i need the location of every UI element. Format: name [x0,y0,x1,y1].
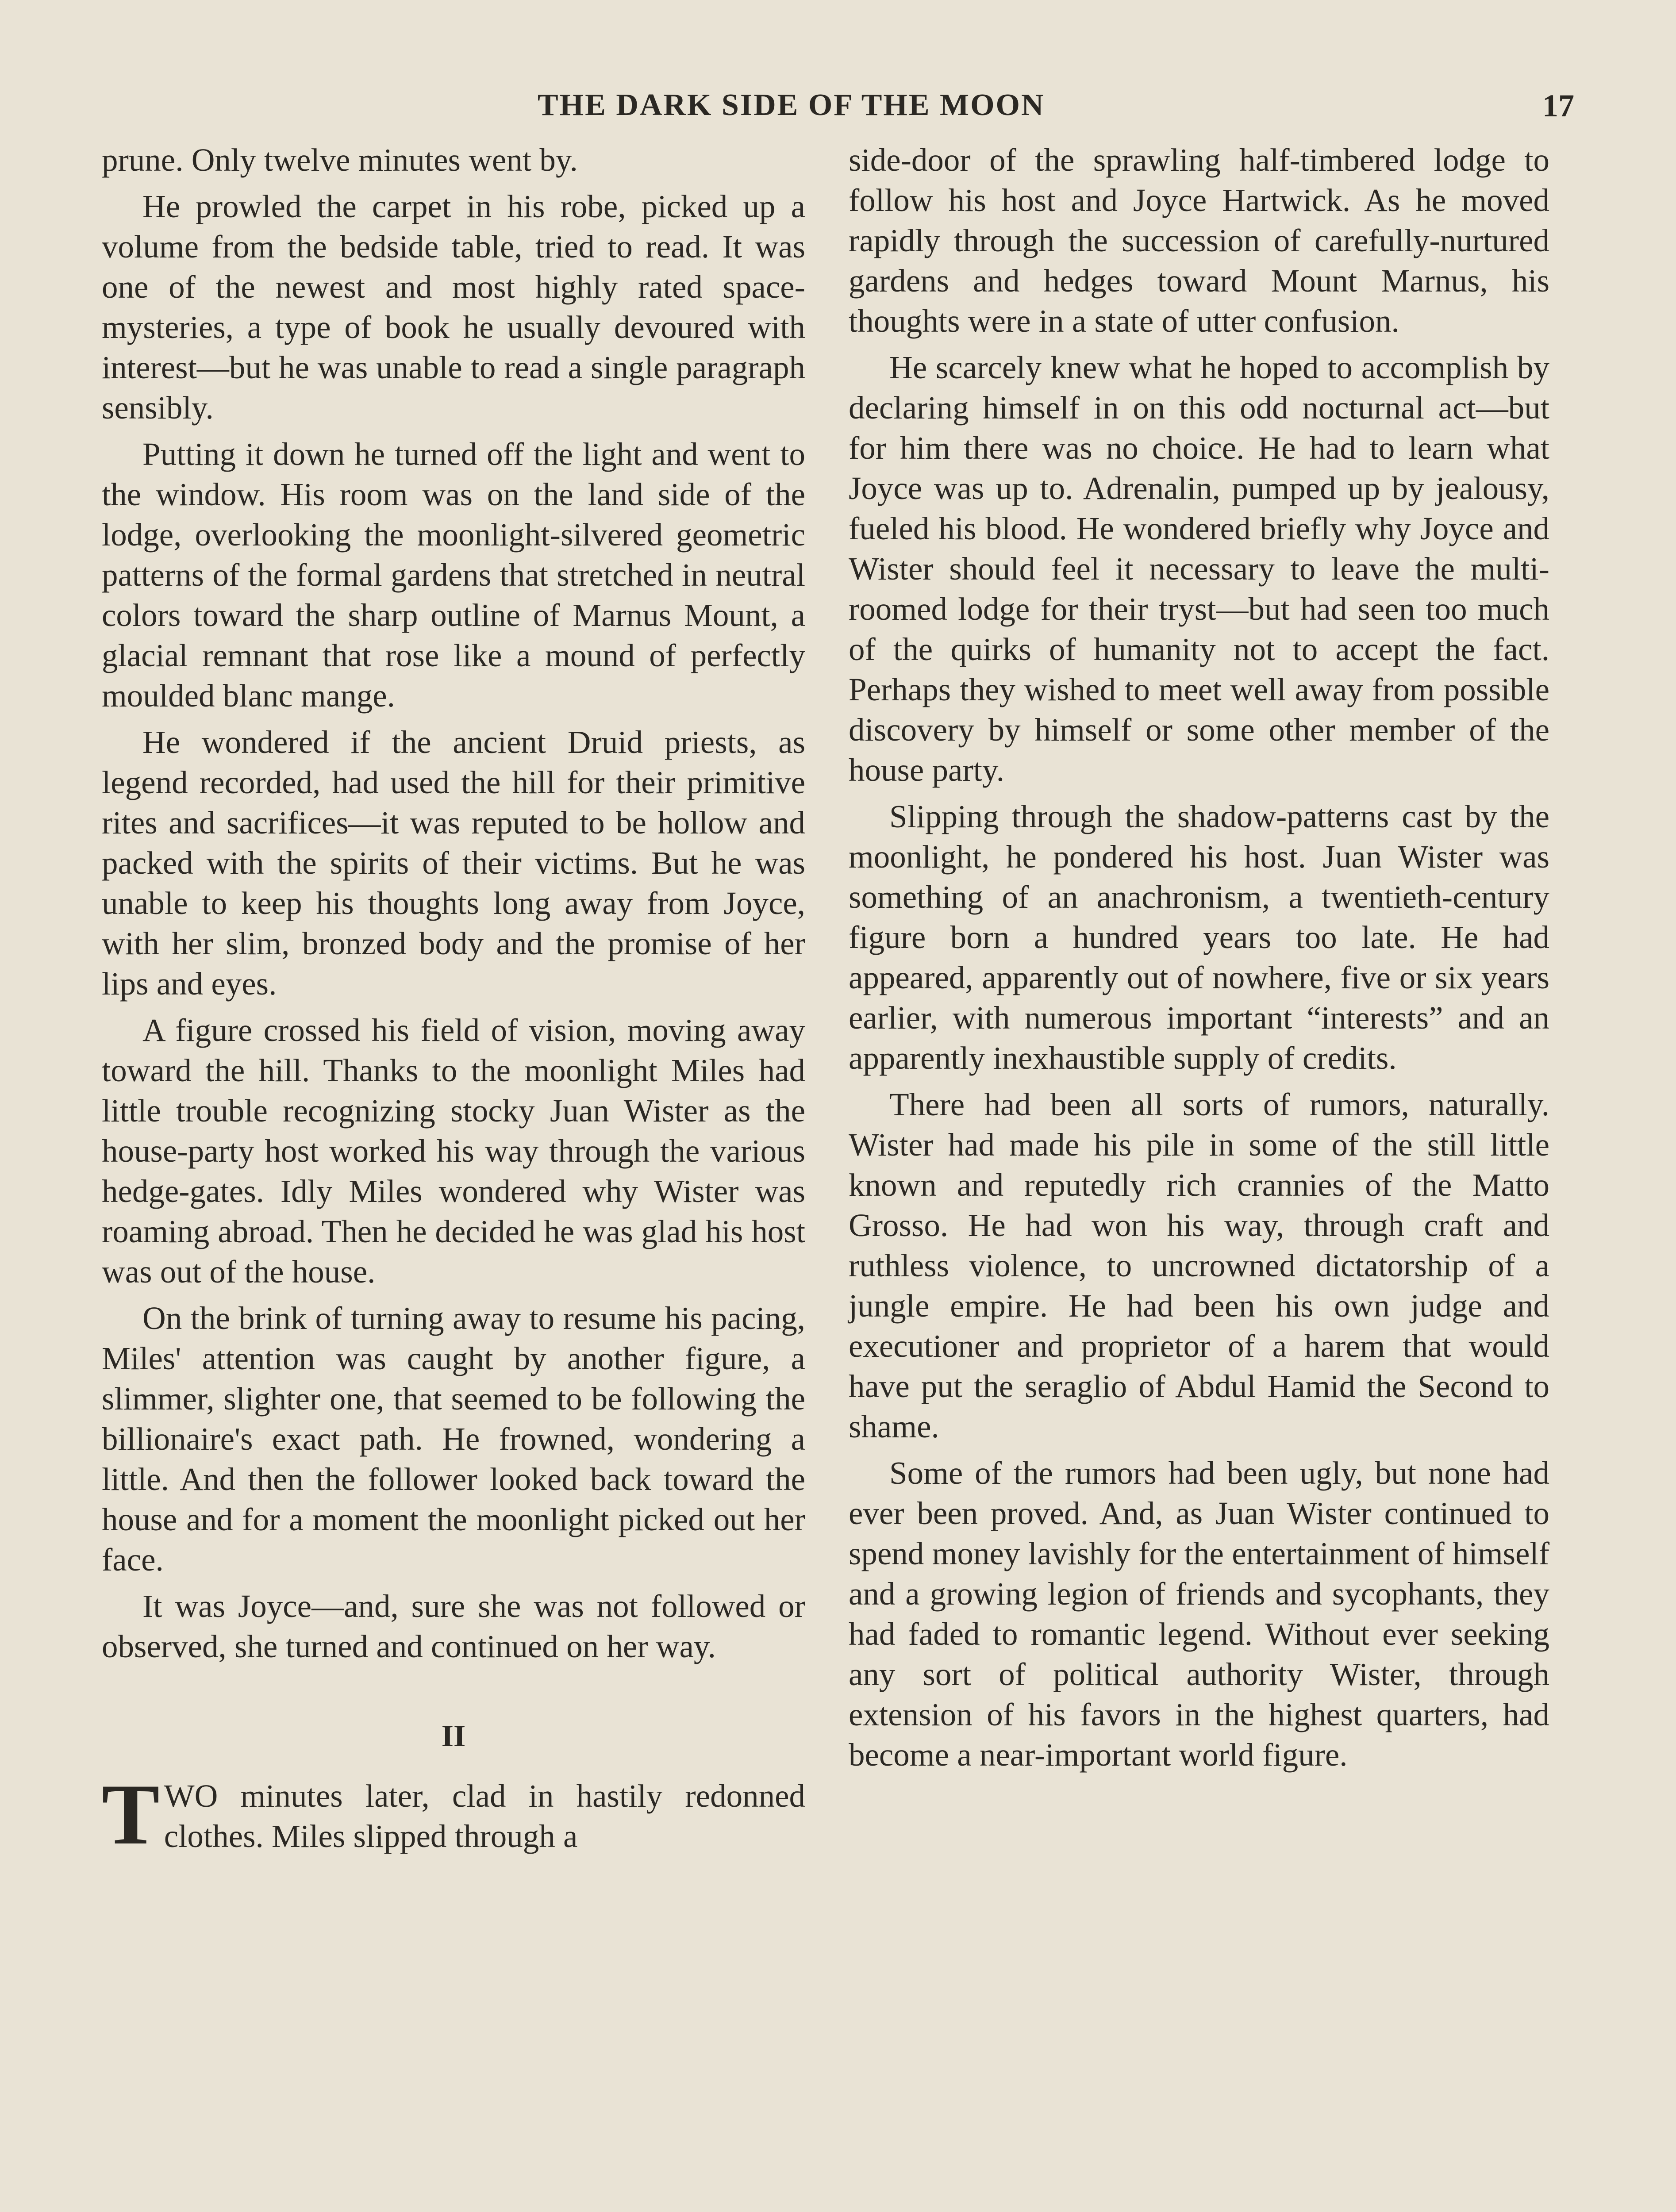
paragraph-drop-cap [102,1767,805,1863]
running-header [102,88,1574,132]
left-column [102,140,805,1863]
running-title: THE DARK SIDE OF THE MOON [538,88,1045,122]
paragraph-text: WO minutes later, clad in hastily redonned clothes. Miles slipped through a [164,1778,805,1854]
paragraph: There had been all sorts of rumors, naturally. Wister had made his pile in some of the still little known and reputedly rich crannies of the Matto Grosso. He had won his way, through craft and ruthless violence, to uncrowned dictatorship of a jungle empire. He had been his own judge and executioner and proprietor of a harem that would have put the seraglio of Abdul Hamid the Second to shame. [849,1087,1549,1444]
drop-cap: T [102,1767,160,1863]
paragraph: A figure crossed his field of vision, moving away toward the hill. Thanks to the moonlight Miles had little trouble recognizing stocky Juan Wister as the house-party host worked his way through the various hedge-gates. Idly Miles wondered why Wister was roaming abroad. Then he decided he was glad his host was out of the house. [102,1012,805,1290]
paragraph: Slipping through the shadow-patterns cast by the moonlight, he pondered his host. Juan Wister was something of an anachronism, a twentieth-century figure born a hundred years too late. He had appeared, apparently out of nowhere, five or six years earlier, with numerous important “interests” and an apparently inexhaustible supply of credits. [849,799,1549,1076]
paragraph: It was Joyce—and, sure she was not followed or observed, she turned and continued on her way. [102,1588,805,1664]
paragraph: He scarcely knew what he hoped to accomplish by declaring himself in on this odd nocturnal act—but for him there was no choice. He had to learn what Joyce was up to. Adrenalin, pumped up by jealousy, fueled his blood. He wondered briefly why Joyce and Wister should feel it necessary to leave the multi-roomed lodge for their tryst—but had seen too much of the quirks of humanity not to accept the fact. Perhaps they wished to meet well away from possible discovery by himself or some other member of the house party. [849,349,1549,788]
paragraph: On the brink of turning away to resume his pacing, Miles' attention was caught by another figure, a slimmer, slighter one, that seemed to be following the billionaire's exact path. He frowned, wondering a little. And then the follower looked back toward the house and for a moment the moonlight picked out her face. [102,1300,805,1578]
paragraph: Some of the rumors had been ugly, but none had ever been proved. And, as Juan Wister continued to spend money lavishly for the entertainment of himself and a growing legion of friends and sycophants, they had faded to romantic legend. Without ever seeking any sort of political authority Wister, through extension of his favors in the highest quarters, had become a near-important world figure. [849,1455,1549,1773]
paragraph: He prowled the carpet in his robe, picked up a volume from the bedside table, tried to read. It was one of the newest and most highly rated space-mysteries, a type of book he usually devoured with interest—but he was unable to read a single paragraph sensibly. [102,188,805,426]
paragraph: side-door of the sprawling half-timbered lodge to follow his host and Joyce Hartwick. As he moved rapidly through the succession of carefully-nurtured gardens and hedges toward Mount Marnus, his thoughts were in a state of utter confusion. [849,142,1549,339]
paragraph: prune. Only twelve minutes went by. [102,142,578,178]
page-number: 17 [1542,88,1574,123]
paragraph: Putting it down he turned off the light and went to the window. His room was on the land side of the lodge, overlooking the moonlight-silvered geometric patterns of the formal gardens that stretched in neutral colors toward the sharp outline of Marnus Mount, a glacial remnant that rose like a mound of perfectly moulded blanc mange. [102,436,805,714]
paragraph: He wondered if the ancient Druid priests, as legend recorded, had used the hill for their primitive rites and sacrifices—it was reputed to be hollow and packed with the spirits of their victims. But he was unable to keep his thoughts long away from Joyce, with her slim, bronzed body and the promise of her lips and eyes. [102,724,805,1002]
section-number: II [441,1719,466,1753]
right-column [849,140,1549,1781]
